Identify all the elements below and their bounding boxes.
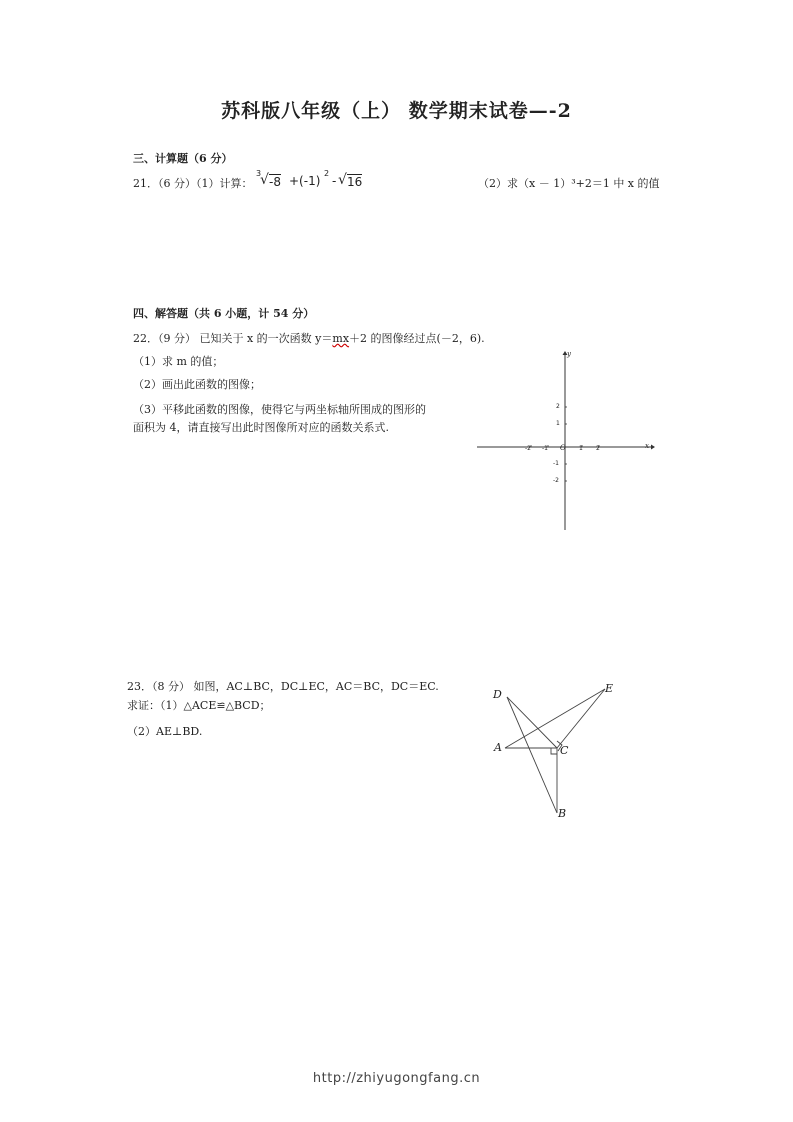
point-label-c: C <box>560 744 569 757</box>
footer-url: http://zhiyugongfang.cn <box>312 1071 481 1086</box>
question-22-mx: mx <box>332 332 350 345</box>
section-3-heading: 三、计算题（6 分） <box>133 152 233 165</box>
origin-label: O <box>560 444 566 452</box>
x-tick-label: 2 <box>596 445 600 452</box>
point-label-e: E <box>605 682 614 695</box>
y-tick-label: 1 <box>556 420 560 427</box>
geometry-figure <box>490 680 620 825</box>
question-22-line-1-b: ＋2 的图像经过点(－2，6). <box>349 332 485 345</box>
x-axis-label: x <box>645 442 649 450</box>
question-23-line-2: 求证：（1）△ACE≌△BCD； <box>127 699 271 712</box>
radical-sign-2: √ <box>338 172 347 188</box>
point-label-b: B <box>558 807 567 820</box>
radical-sign: √ <box>260 172 269 188</box>
radicand-1: -8 <box>269 175 281 189</box>
question-22-line-1-a: 22．（9 分） 已知关于 x 的一次函数 y＝ <box>133 332 333 345</box>
point-label-d: D <box>493 688 502 701</box>
question-22-part-1: （1）求 m 的值； <box>133 355 224 368</box>
triangle-figure <box>490 680 620 825</box>
cube-root-index: 3 <box>256 169 262 178</box>
question-23-line-1: 23．（8 分） 如图，AC⊥BC，DC⊥EC，AC＝BC，DC＝EC. <box>127 680 439 693</box>
minus-sign: - <box>332 174 337 188</box>
x-tick-label: -1 <box>542 445 548 452</box>
question-22-part-3-line-1: （3）平移此函数的图像，使得它与两坐标轴所围成的图形的 <box>133 403 426 416</box>
expression-middle: +(-1) <box>289 174 321 188</box>
section-4-heading: 四、解答题（共 6 小题，计 54 分） <box>133 307 315 320</box>
page-title: 苏科版八年级（上） 数学期末试卷—-2 <box>221 100 572 122</box>
x-tick-label: 1 <box>579 445 583 452</box>
y-tick-label: -1 <box>553 460 559 467</box>
y-tick-label: 2 <box>556 403 560 410</box>
exponent: 2 <box>324 169 330 178</box>
question-22-part-3-line-2: 面积为 4，请直接写出此时图像所对应的函数关系式. <box>133 421 389 434</box>
question-22-part-2: （2）画出此函数的图像； <box>133 378 261 391</box>
x-tick-label: -2 <box>525 445 531 452</box>
question-21-prefix: 21．（6 分）（1）计算： <box>133 177 253 190</box>
point-label-a: A <box>494 741 502 754</box>
question-23-line-3: （2）AE⊥BD. <box>127 725 203 738</box>
coordinate-axes <box>475 350 655 532</box>
question-21-part-2: （2）求（x － 1）³+2＝1 中 x 的值 <box>478 177 660 190</box>
y-axis-label: y <box>567 350 571 358</box>
radicand-2: 16 <box>347 175 363 189</box>
question-22-line-1 <box>133 330 485 346</box>
coordinate-graph <box>475 350 655 532</box>
y-tick-label: -2 <box>553 477 559 484</box>
